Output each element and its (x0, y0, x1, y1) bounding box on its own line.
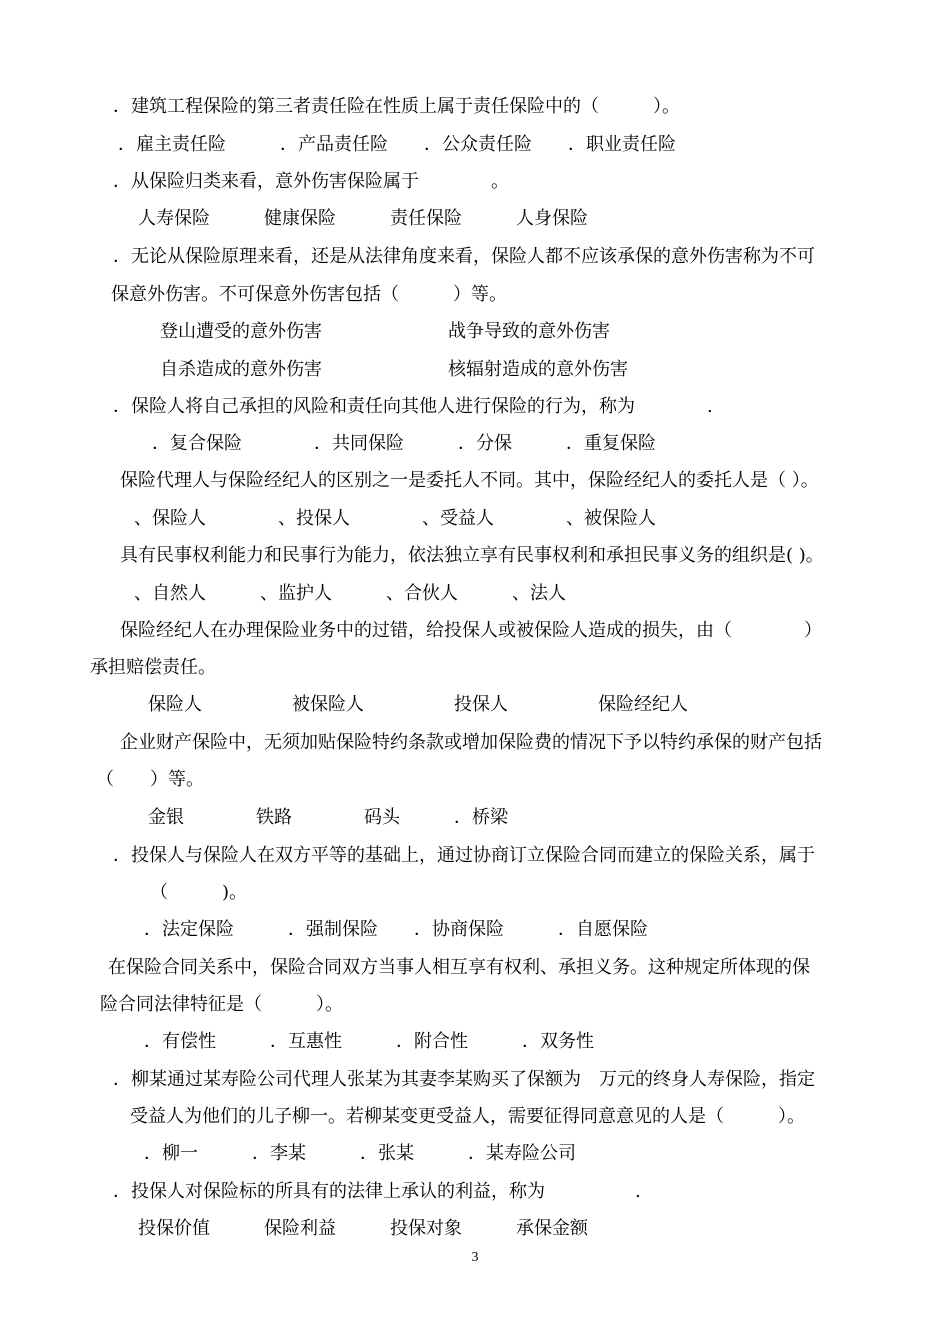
question-stem: （ )。 (150, 882, 248, 903)
question-options: ．有偿性 ．互惠性 ．附合性 ．双务性 (144, 1031, 594, 1052)
question-stem: 保意外伤害。不可保意外伤害包括（ ）等。 (111, 284, 507, 305)
question-stem: ．从保险归类来看，意外伤害保险属于 。 (113, 171, 509, 192)
question-options: 金银 铁路 码头 ．桥梁 (148, 807, 508, 828)
question-stem: ．保险人将自己承担的风险和责任向其他人进行保险的行为，称为 . (113, 396, 713, 417)
question-stem: 企业财产保险中，无须加贴保险特约条款或增加保险费的情况下予以特约承保的财产包括 (120, 732, 822, 753)
question-stem: ．柳某通过某寿险公司代理人张某为其妻李某购买了保额为 万元的终身人寿保险，指定 (113, 1069, 815, 1090)
question-stem: ．建筑工程保险的第三者责任险在性质上属于责任保险中的（ ）。 (113, 96, 680, 117)
question-stem: （ ）等。 (96, 769, 204, 790)
question-stem: ．投保人对保险标的所具有的法律上承认的利益，称为 . (113, 1181, 641, 1202)
question-options: ．复合保险 ．共同保险 ．分保 ．重复保险 (152, 433, 656, 454)
question-stem: ．投保人与保险人在双方平等的基础上，通过协商订立保险合同而建立的保险关系，属于 (113, 845, 815, 866)
question-options: 、自然人 、监护人 、合伙人 、法人 (134, 583, 566, 604)
question-stem: 保险代理人与保险经纪人的区别之一是委托人不同。其中，保险经纪人的委托人是（ ）。 (120, 470, 819, 491)
question-stem: 承担赔偿责任。 (90, 657, 216, 678)
question-options: ．法定保险 ．强制保险 ．协商保险 ．自愿保险 (144, 919, 648, 940)
question-options: 投保价值 保险利益 投保对象 承保金额 (138, 1218, 588, 1239)
page-number: 3 (471, 1250, 479, 1265)
question-stem: 受益人为他们的儿子柳一。若柳某变更受益人，需要征得同意意见的人是（ ）。 (130, 1106, 805, 1127)
question-options: 自杀造成的意外伤害 核辐射造成的意外伤害 (160, 359, 628, 380)
question-stem: 险合同法律特征是（ ）。 (100, 994, 343, 1015)
question-options: ．柳一 ．李某 ．张某 ．某寿险公司 (144, 1143, 576, 1164)
question-stem: ．无论从保险原理来看，还是从法律角度来看，保险人都不应该承保的意外伤害称为不可 (113, 246, 815, 267)
question-stem: 具有民事权利能力和民事行为能力，依法独立享有民事权利和承担民事义务的组织是( )。 (120, 545, 824, 566)
question-stem: 保险经纪人在办理保险业务中的过错，给投保人或被保险人造成的损失，由（ ） (120, 620, 822, 641)
question-stem: 在保险合同关系中，保险合同双方当事人相互享有权利、承担义务。这种规定所体现的保 (108, 957, 810, 978)
question-options: 登山遭受的意外伤害 战争导致的意外伤害 (160, 321, 610, 342)
question-options: 保险人 被保险人 投保人 保险经纪人 (148, 694, 688, 715)
question-options: 、保险人 、投保人 、受益人 、被保险人 (134, 508, 656, 529)
question-options: ．雇主责任险 ．产品责任险 ．公众责任险 ．职业责任险 (118, 134, 676, 155)
question-options: 人寿保险 健康保险 责任保险 人身保险 (138, 208, 588, 229)
